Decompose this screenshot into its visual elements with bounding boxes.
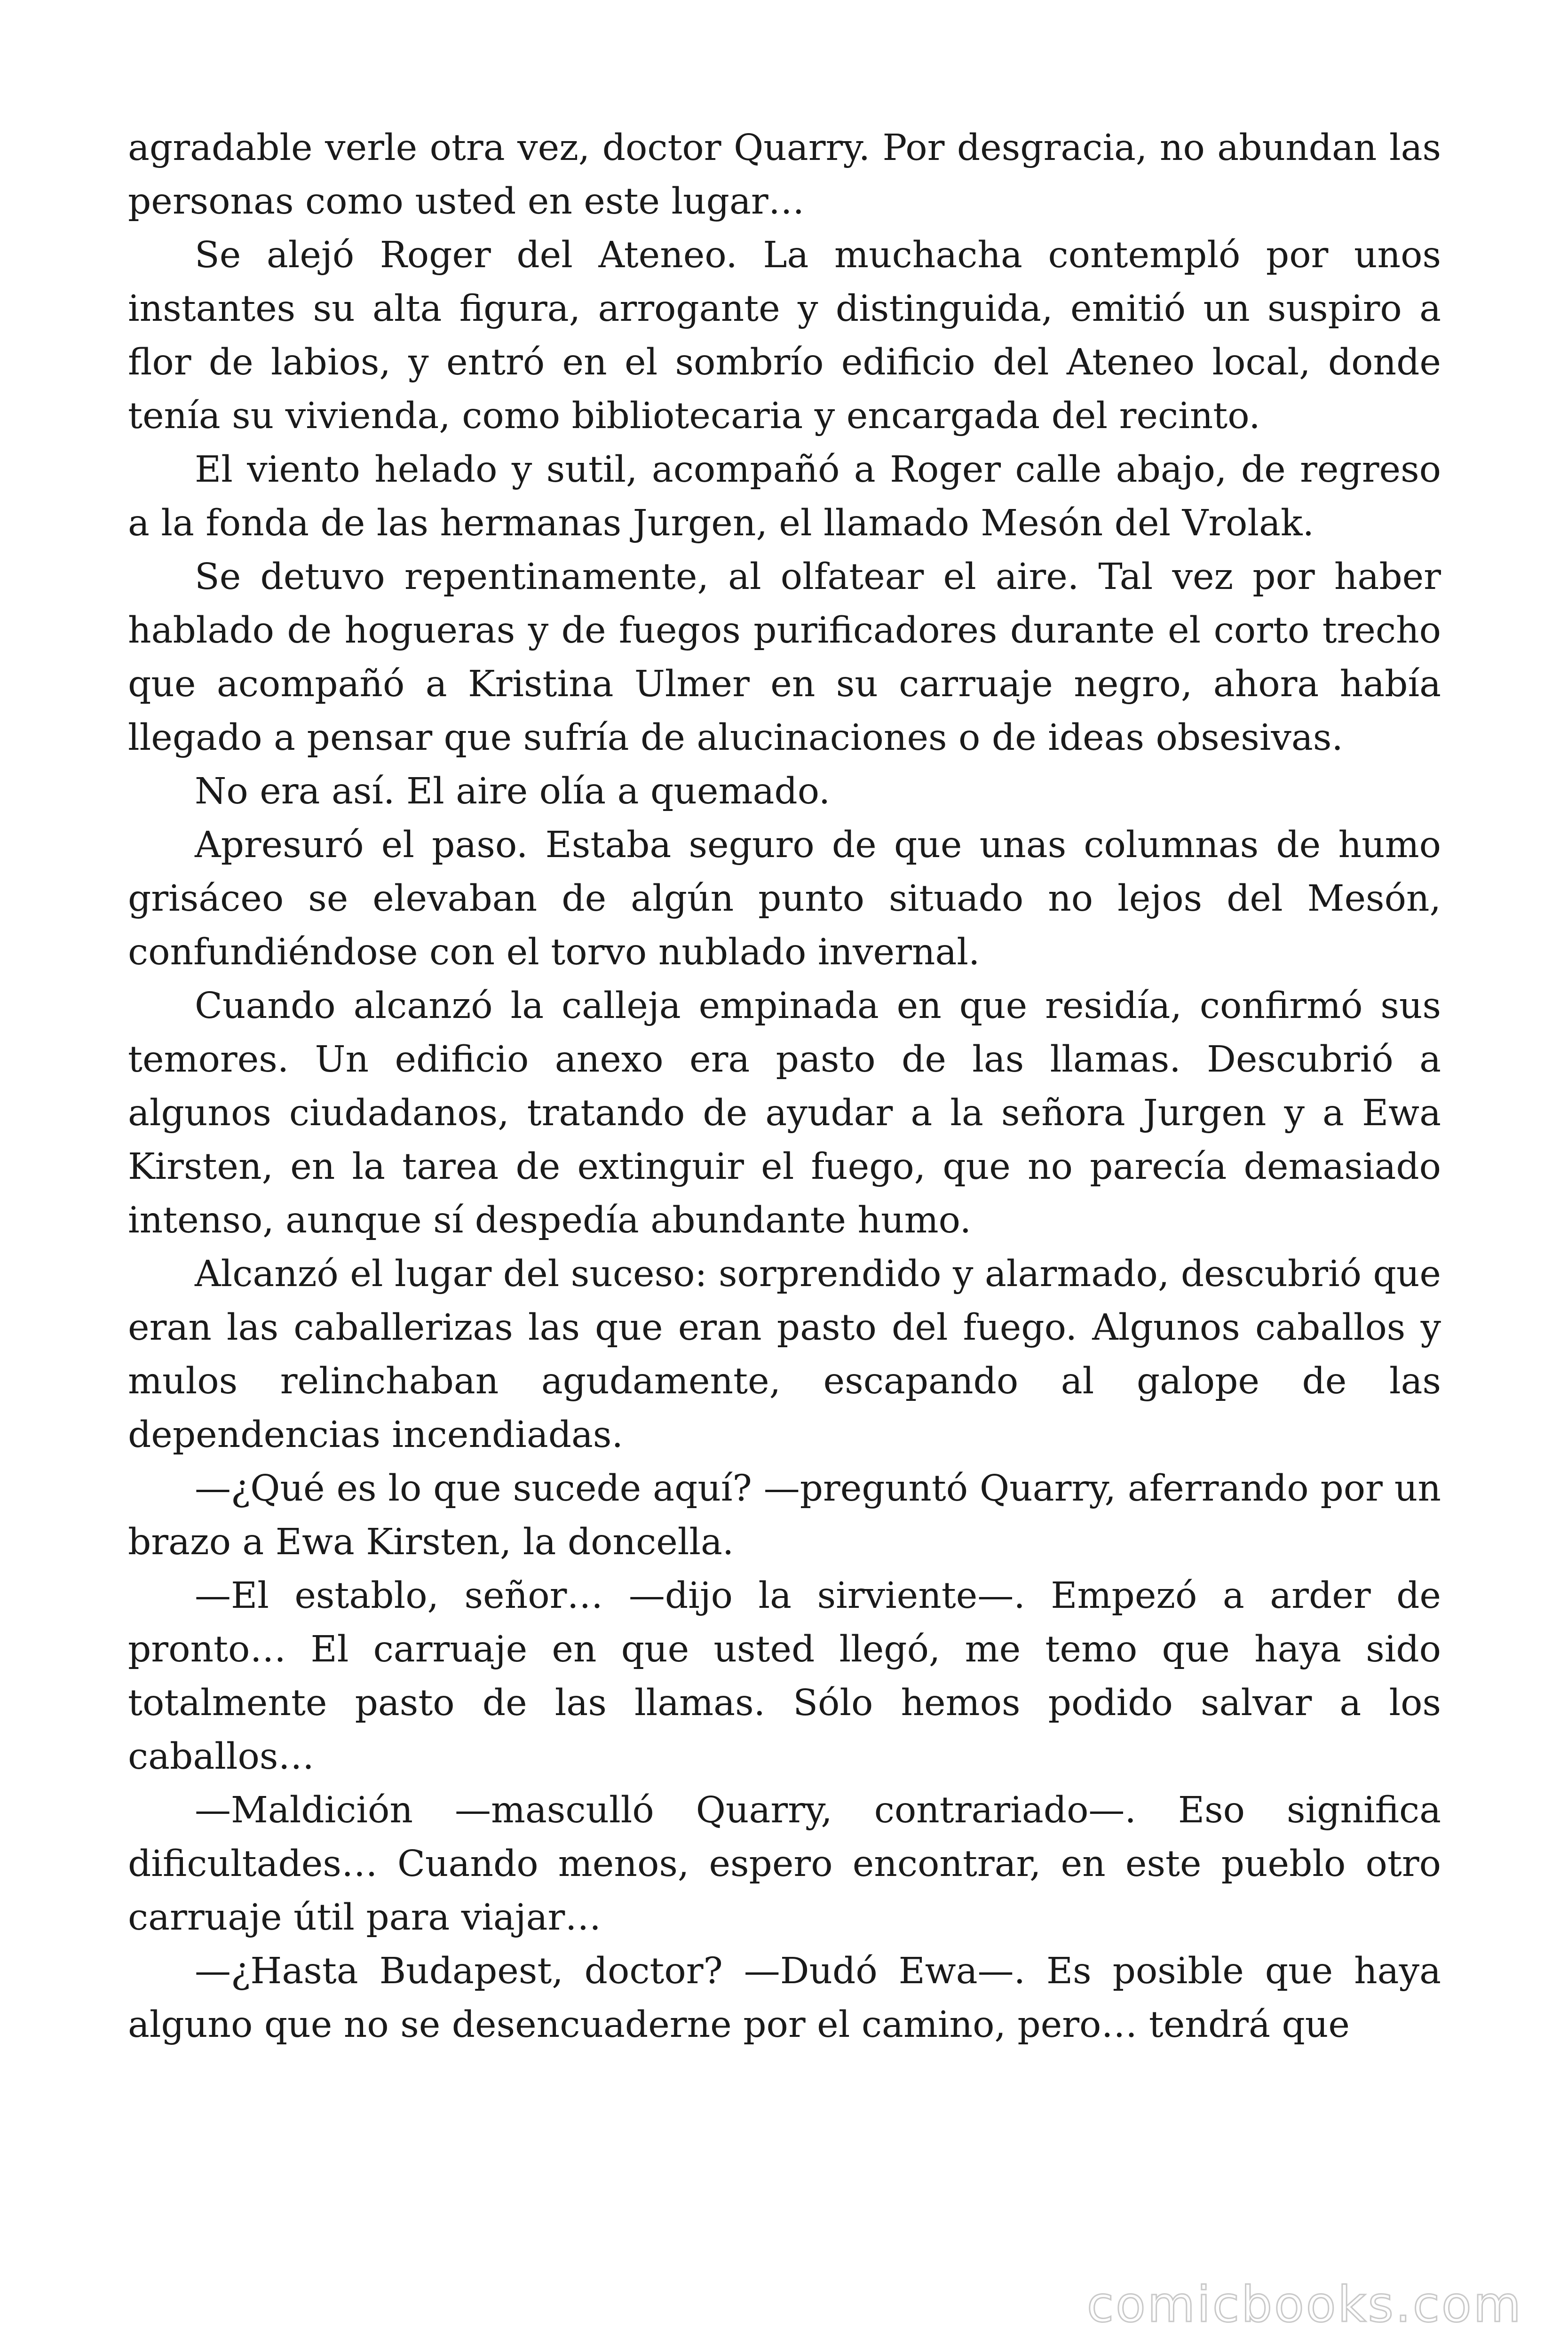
paragraph: Se detuvo repentinamente, al olfatear el aire. Tal vez por haber hablado de hogueras y de fuegos purificadores durante el corto trecho que acompañó a Kristina Ulmer en su carruaje negro, ahora había llegado a pensar que sufría de alucinaciones o de ideas obsesivas. (128, 556, 1441, 759)
paragraph: Cuando alcanzó la calleja empinada en que residía, confirmó sus temores. Un edificio anexo era pasto de las llamas. Descubrió a algunos ciudadanos, tratando de ayudar a la señora Jurgen y a Ewa Kirsten, en la tarea de extinguir el fuego, que no parecía demasiado intenso, aunque sí despedía abundante humo. (128, 985, 1441, 1241)
paragraph: —¿Hasta Budapest, doctor? —Dudó Ewa—. Es posible que haya alguno que no se desencuaderne por el camino, pero… tendrá que (128, 1950, 1441, 2046)
watermark: comicbooks.com (1086, 2276, 1523, 2333)
page-body (128, 121, 1441, 2052)
paragraph: Apresuró el paso. Estaba seguro de que unas columnas de humo grisáceo se elevaban de algún punto situado no lejos del Mesón, confundiéndose con el torvo nublado invernal. (128, 824, 1441, 973)
paragraph: agradable verle otra vez, doctor Quarry. Por desgracia, no abundan las personas como usted en este lugar… (128, 127, 1441, 222)
paragraph: —El establo, señor… —dijo la sirviente—. Empezó a arder de pronto… El carruaje en que usted llegó, me temo que haya sido totalmente pasto de las llamas. Sólo hemos podido salvar a los caballos… (128, 1575, 1441, 1778)
paragraph: —¿Qué es lo que sucede aquí? —preguntó Quarry, aferrando por un brazo a Ewa Kirsten, la doncella. (128, 1468, 1441, 1563)
paragraph: No era así. El aire olía a quemado. (195, 771, 831, 812)
paragraph: Se alejó Roger del Ateneo. La muchacha contempló por unos instantes su alta figura, arrogante y distinguida, emitió un suspiro a flor de labios, y entró en el sombrío edificio del Ateneo local, donde tenía su vivienda, como bibliotecaria y encargada del recinto. (128, 234, 1441, 437)
paragraph: Alcanzó el lugar del suceso: sorprendido y alarmado, descubrió que eran las caballerizas las que eran pasto del fuego. Algunos caballos y mulos relinchaban agudamente, escapando al galope de las dependencias incendiadas. (128, 1253, 1441, 1456)
paragraph: —Maldición —masculló Quarry, contrariado—. Eso significa dificultades… Cuando menos, espero encontrar, en este pueblo otro carruaje útil para viajar… (128, 1789, 1441, 1939)
paragraph: El viento helado y sutil, acompañó a Roger calle abajo, de regreso a la fonda de las hermanas Jurgen, el llamado Mesón del Vrolak. (128, 449, 1441, 544)
